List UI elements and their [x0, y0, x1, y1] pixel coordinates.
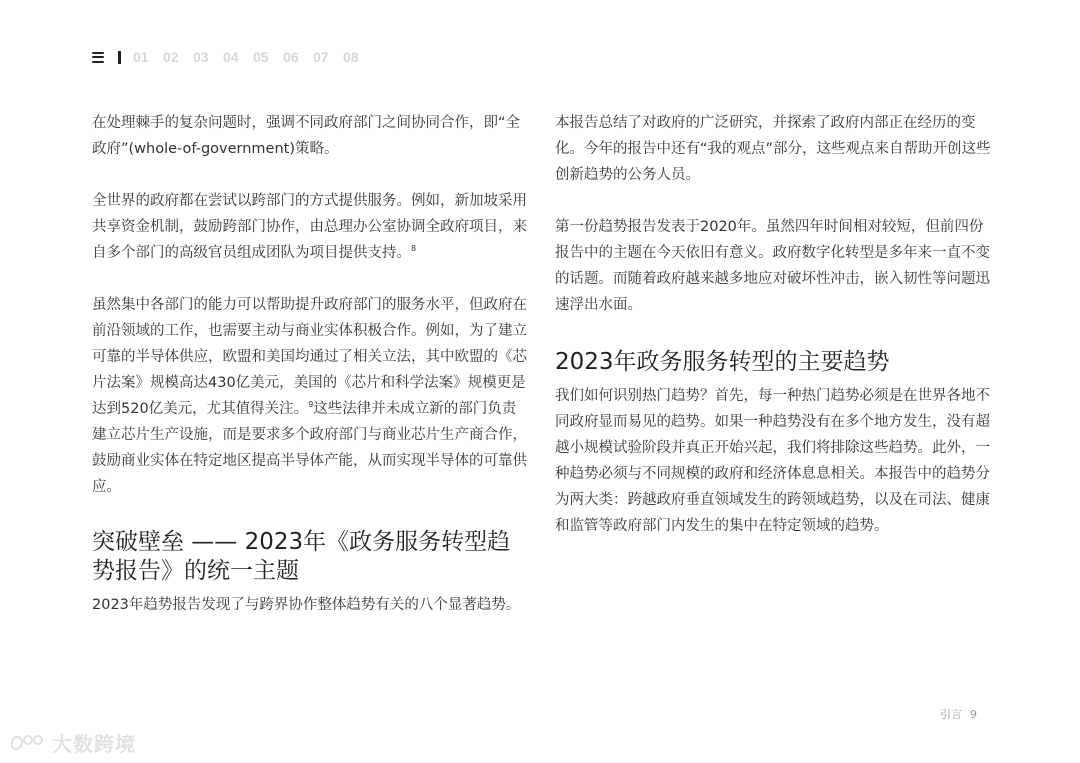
section-heading-breaking-barriers: 突破壁垒 —— 2023年《政务服务转型趋势报告》的统一主题	[92, 529, 511, 584]
paragraph-text: 全世界的政府都在尝试以跨部门的方式提供服务。例如，新加坡采用共享资金机制，鼓励跨部门协作，由总理办公室协调全政府项目，来自多个部门的高级官员组成团队为项目提供支持。	[92, 193, 527, 261]
paragraph-text: 这些法律并未成立新的部门负责建立芯片生产设施，而是要求多个政府部门与商业芯片生产商合作，鼓励商业实体在特定地区提高半导体产能，从而实现半导体的可靠供应。	[92, 401, 527, 495]
footnote-ref-9[interactable]: 9	[308, 400, 314, 410]
nav-item-06[interactable]: 06	[283, 49, 299, 65]
nav-item-08[interactable]: 08	[343, 49, 359, 65]
section-nav	[92, 47, 373, 67]
paragraph-eight-trends: 2023年趋势报告发现了与跨界协作整体趋势有关的八个显著趋势。	[92, 597, 521, 613]
nav-divider	[118, 51, 121, 64]
watermark-logo-icon	[8, 731, 46, 755]
paragraph-report-summary: 本报告总结了对政府的广泛研究，并探索了政府内部正在经历的变化。今年的报告中还有“我的观点”部分，这些观点来自帮助开创这些创新趋势的公务人员。	[555, 115, 991, 183]
paragraph-whole-of-government: 在处理棘手的复杂问题时，强调不同政府部门之间协同合作，即“全政府”(whole-of-government)策略。	[92, 115, 521, 157]
page-footer	[940, 706, 977, 722]
nav-item-05[interactable]: 05	[253, 49, 269, 65]
paragraph-semiconductor	[92, 292, 530, 500]
footer-section-label: 引言	[940, 708, 962, 721]
paragraph-text: 虽然集中各部门的能力可以帮助提升政府部门的服务水平，但政府在前沿领域的工作，也需要主动与商业实体积极合作。例如，为了建立可靠的半导体供应，欧盟和美国均通过了相关立法，其中欧盟的《芯片法案》规模高达430亿美元，美国的《芯片和科学法案》规模更是达到520亿美元，尤其值得关注。	[92, 297, 527, 417]
footnote-ref-8[interactable]: 8	[411, 244, 417, 254]
section-heading-main-trends: 2023年政务服务转型的主要趋势	[555, 349, 890, 375]
section-nav-list	[133, 49, 373, 65]
nav-item-03[interactable]: 03	[193, 49, 209, 65]
menu-icon[interactable]	[92, 52, 104, 63]
paragraph-identify-trends: 我们如何识别热门趋势？首先，每一种热门趋势必须是在世界各地不同政府显而易见的趋势。如果一种趋势没有在多个地方发生，没有超越小规模试验阶段并真正开始兴起，我们将排除这些趋势。此外，一种趋势必须与不同规模的政府和经济体息息相关。本报告中的趋势分为两大类：跨越政府垂直领域发生的跨领域趋势，以及在司法、健康和监管等政府部门内发生的集中在特定领域的趋势。	[555, 388, 990, 534]
watermark	[8, 728, 136, 757]
watermark-text: 大数跨境	[52, 732, 136, 756]
nav-item-07[interactable]: 07	[313, 49, 329, 65]
page-number: 9	[970, 708, 977, 721]
paragraph-first-report: 第一份趋势报告发表于2020年。虽然四年时间相对较短，但前四份报告中的主题在今天依旧有意义。政府数字化转型是多年来一直不变的话题。而随着政府越来越多地应对破坏性冲击，嵌入韧性等问题迅速浮出水面。	[555, 219, 990, 313]
nav-item-02[interactable]: 02	[163, 49, 179, 65]
nav-item-01[interactable]: 01	[133, 49, 149, 65]
paragraph-singapore-example	[92, 188, 530, 266]
right-column	[555, 110, 995, 539]
nav-item-04[interactable]: 04	[223, 49, 239, 65]
left-column	[92, 110, 530, 618]
